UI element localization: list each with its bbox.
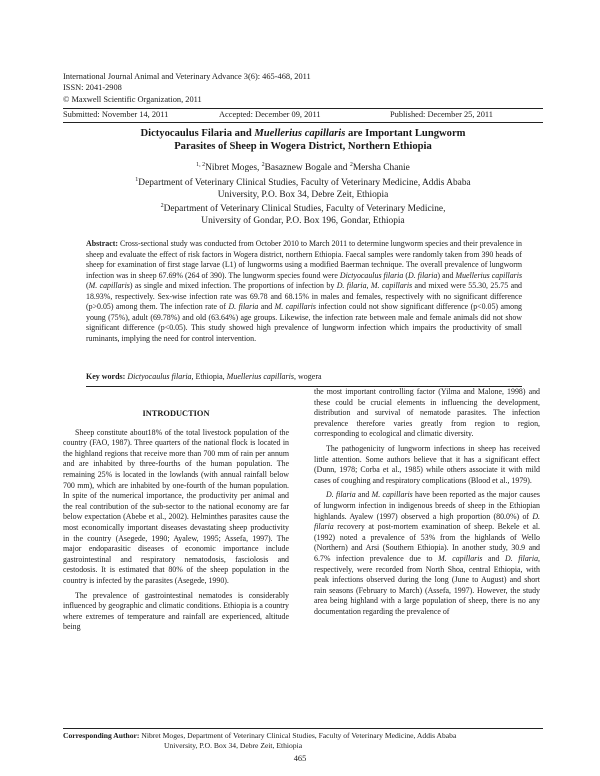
paper-title [63,127,543,153]
published-date: Published: December 25, 2011 [390,110,493,119]
author-block [63,160,543,228]
species-italic: D. filaria [505,553,539,563]
affiliation-1 [63,175,543,190]
abstract-italic: Muellerius capillaris [455,270,523,280]
keyword-italic: Dictyocaulus filaria [125,372,192,381]
para-text: have been reported as the major causes of lungworm infection in indigenous breeds of sheep in the Ethiopian highlands. Ayalew (1997) observed a high proportion (80.0%) of [314,490,540,521]
para-text: and [482,553,506,563]
abstract-text: ( [403,270,408,280]
intro-paragraph-1: Sheep constitute about18% of the total livestock population of the country (FAO, 1987). Three quarters of the national flock is located in the highland regions that receive more than 700 mm of rain per annum and are inhabited by three-fourths of the human population. The remaining 25% is located in the lowlands (with annual rainfall below 700 mm), which are inhabited by one-fourth of the human population. In spite of the numerical importance, the productivity per animal and the real contribution of the sub-sector to the national economy are far below expectation (Abebe et al., 2002). Helminthes parasites cause the most economically important diseases devastating sheep productivity in the country (Asegede, 1990; Ayalew, 1995; Assefa, 1997). The major endoparasitic diseases of economic importance include gastrointestinal and respiratory nematodosis, fasciolosis and cestodosis. It is estimated that 80% of the sheep population in the country is infected by the parasites (Asegede, 1990). [63,427,289,585]
keyword-text: , Ethiopia, [191,372,227,381]
footnote-text: Nibret Moges, Department of Veterinary Clinical Studies, Faculty of Veterinary Medicine, Addis Ababa [139,731,457,740]
keywords-label: Key words: [86,372,126,381]
keyword-text: , wogera [293,372,322,381]
author-name: Basaznew Bogale and [264,163,350,174]
species-italic: M. capillaris [371,490,413,500]
author-names [63,160,543,175]
keyword-italic: Muellerius capillaris [226,372,294,381]
abstract [86,239,522,344]
species-italic: D. filaria [314,511,540,532]
title-part: Dictyocaulus Filaria and [140,128,255,139]
abstract-text: ) and [437,270,456,280]
left-column [63,393,289,637]
para-text: recovery at post-mortem examination of sheep. Bekele et al. (1992) noted a prevalence of 53% from the highlands of Wello (Northern) and Arsi (Southern Ethiopia). In another study, 30.9 and 6.7% infection prevalence due to [314,522,540,563]
species-italic: M. capillaris [438,553,483,563]
corresponding-author-footnote [63,728,543,751]
title-part: are Important Lungworm [345,128,466,139]
author-sup: 1, 2 [196,162,206,168]
abstract-text: and [258,302,275,311]
affiliation-2 [63,201,543,216]
abstract-text: ) as single and mixed infection. The proportions of infection by [129,281,337,290]
abstract-text: Cross-sectional study was conducted from October 2010 to March 2011 to determine lungworm species and their prevalence in sheep and evaluate the effect of risk factors in Wogera district, northern Ethiopia. Faecal samples were randomly taken from 390 heads of sheep for examination of first stage larvae (L1) of lungworms using a modified Baerman technique. The overall prevalence of lungworm infection was in sheep 67.69% (264 of 390). The lungworm species found were [86,239,522,280]
footnote-label: Corresponding Author: [63,731,140,740]
aff-sup: 2 [160,203,164,210]
abstract-text: infection could not show significant difference (p<0.05) among young (75%), adult (69.78%) and old (63.64%) age groups. Likewise, the infection rate between male and female animals did not show significant difference (p<0.05). This study showed high prevalence of lungworm infection which impairs the productivity of small ruminants, implying the need for control intervention. [86,302,522,343]
aff-line: Department of Veterinary Clinical Studies, Faculty of Veterinary Medicine, [163,204,446,215]
abstract-text: and mixed were 55.30, 25.75 and 18.93%, respectively. Sex-wise infection rate was 69.78 and 68.15% in males and females, respectively with no significant difference (p>0.05) among them. The infection rate of [86,281,522,311]
abstract-italic: D. filaria [407,270,438,280]
keywords [86,372,522,387]
aff-line: Department of Veterinary Clinical Studies, Faculty of Veterinary Medicine, Addis Ababa [138,177,471,188]
abstract-italic: Dictyocaulus filaria [339,270,404,280]
footnote-text-line-2: University, P.O. Box 34, Debre Zeit, Ethiopia [164,741,303,750]
para-text: and [355,490,372,500]
title-italic: Muellerius capillaris [254,128,346,139]
abstract-italic: D. filaria [336,281,367,290]
author-sup: 2 [349,162,353,168]
submission-dates [63,108,543,123]
author-name: Mersha Chanie [352,163,410,174]
abstract-italic: M. capillaris [370,281,413,290]
intro-paragraph-3: the most important controlling factor (Yilma and Malone, 1998) and these could be crucial elements in influencing the development, distribution and survival of nematode parasites. The infection prevalence therefore varies greatly from region to region, corresponding to ecological and climatic diversity. [314,387,540,439]
intro-paragraph-2: The prevalence of gastrointestinal nematodes is considerably influenced by geographic and climatic conditions. Ethiopia is a country where extremes of temperature and rainfall are experienced, altitude being [63,590,289,632]
author-sup: 2 [261,162,265,168]
intro-paragraph-4: The pathogenicity of lungworm infections in sheep has received little attention. Some authors believe that it has a significant effect (Dunn, 1978; Corba et al., 1985) while others associate it with mild cases of coughing and respiratory complications (Blood et al., 1979). [314,443,540,485]
submitted-date: Submitted: November 14, 2011 [63,110,169,119]
affiliation-2-line-2: University of Gondar, P.O. Box 196, Gondar, Ethiopia [201,216,405,227]
species-italic: D. filaria [326,490,356,500]
copyright: © Maxwell Scientific Organization, 2011 [63,94,202,104]
title-line-2: Parasites of Sheep in Wogera District, Northern Ethiopia [174,141,432,153]
section-heading-introduction: INTRODUCTION [142,409,210,418]
issn: ISSN: 2041-2908 [63,83,122,93]
journal-header [63,71,543,105]
abstract-italic: D. filaria [228,302,259,311]
affiliation-1-line-2: University, P.O. Box 34, Debre Zeit, Ethiopia [217,189,389,200]
intro-paragraph-5 [314,490,540,617]
abstract-italic: M. capillaris [274,302,316,311]
abstract-text: , [366,281,371,290]
journal-citation: International Journal Animal and Veterinary Advance 3(6): 465-468, 2011 [63,72,311,81]
abstract-text: ( [86,281,89,290]
abstract-italic: M. capillaris [88,281,130,290]
page-number: 465 [293,754,307,763]
accepted-date: Accepted: December 09, 2011 [219,110,321,119]
author-name: Nibret Moges, [205,163,262,174]
aff-sup: 1 [135,176,139,183]
para-text: , respectively, were recorded from North Shoa, central Ethiopia, with peak infections observed during the long (June to August) and short rain seasons (February to March) (Assefa, 1997). However, the study area being highland with a large population of sheep, there is no any documentation regarding the prevalence of [314,553,540,616]
abstract-label: Abstract: [86,239,118,248]
right-column [314,387,540,621]
